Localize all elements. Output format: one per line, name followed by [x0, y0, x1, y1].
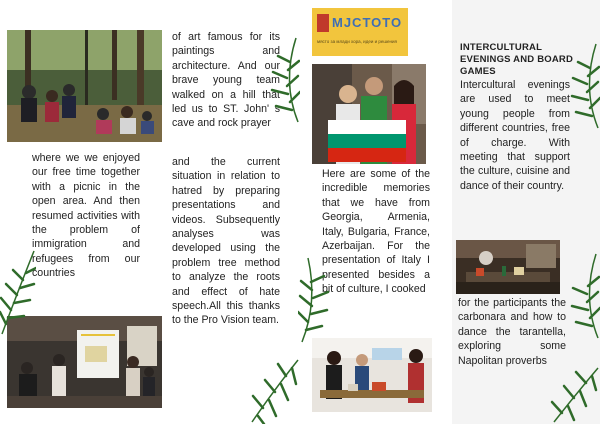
bulgarian-flag-photo [312, 64, 426, 164]
picnic-photo [7, 30, 162, 142]
memories-text: Here are some of the incredible memories that we have from Georgia, Armenia, Italy, Bulgaria, France, Azerbaijan. For the presentation of Italy I presented besides a bit of culture, I cooked [322, 168, 430, 296]
hate-speech-text: and the current situation in relation to hatred by preparing presentations and videos. Subsequently analyses was developed using the problem tree method to analyze the roots and effect of hate speech.All this thanks to the Pro Vision team. [172, 156, 280, 327]
palm-leaf-icon [270, 34, 300, 124]
art-text: of art famous for its paintings and architecture. And our brave young team walked on a hill that led us to ST. John' s cave and rock prayer [172, 31, 280, 130]
palm-leaf-icon [298, 254, 330, 344]
cooking-photo [312, 338, 432, 412]
section-heading: INTERCULTURAL EVENINGS AND BOARD GAMES [460, 42, 574, 77]
palm-leaf-icon [248, 356, 300, 424]
picnic-text: where we we enjoyed our free time together with a picnic in the open area. And then resumed activities with the problem of immigration and refugees from our countries [32, 152, 140, 280]
palm-leaf-icon [568, 40, 600, 130]
palm-leaf-icon [0, 246, 36, 336]
palm-leaf-icon [548, 364, 600, 424]
intercultural-text: Intercultural evenings are used to meet young people from different countries, free of charge. With meeting that support the culture, cuisine and dance of their country. [460, 79, 570, 192]
miasto-logo [312, 8, 408, 56]
logo-text: MJCTOTO [332, 15, 403, 30]
dinner-photo [456, 240, 560, 294]
palm-leaf-icon [568, 250, 600, 340]
carbonara-text: for the participants the carbonara and how to dance the tarantella, exploring some Napolitan proverbs [458, 297, 566, 367]
logo-tagline: място за млади хора, идеи и решения [317, 39, 397, 44]
